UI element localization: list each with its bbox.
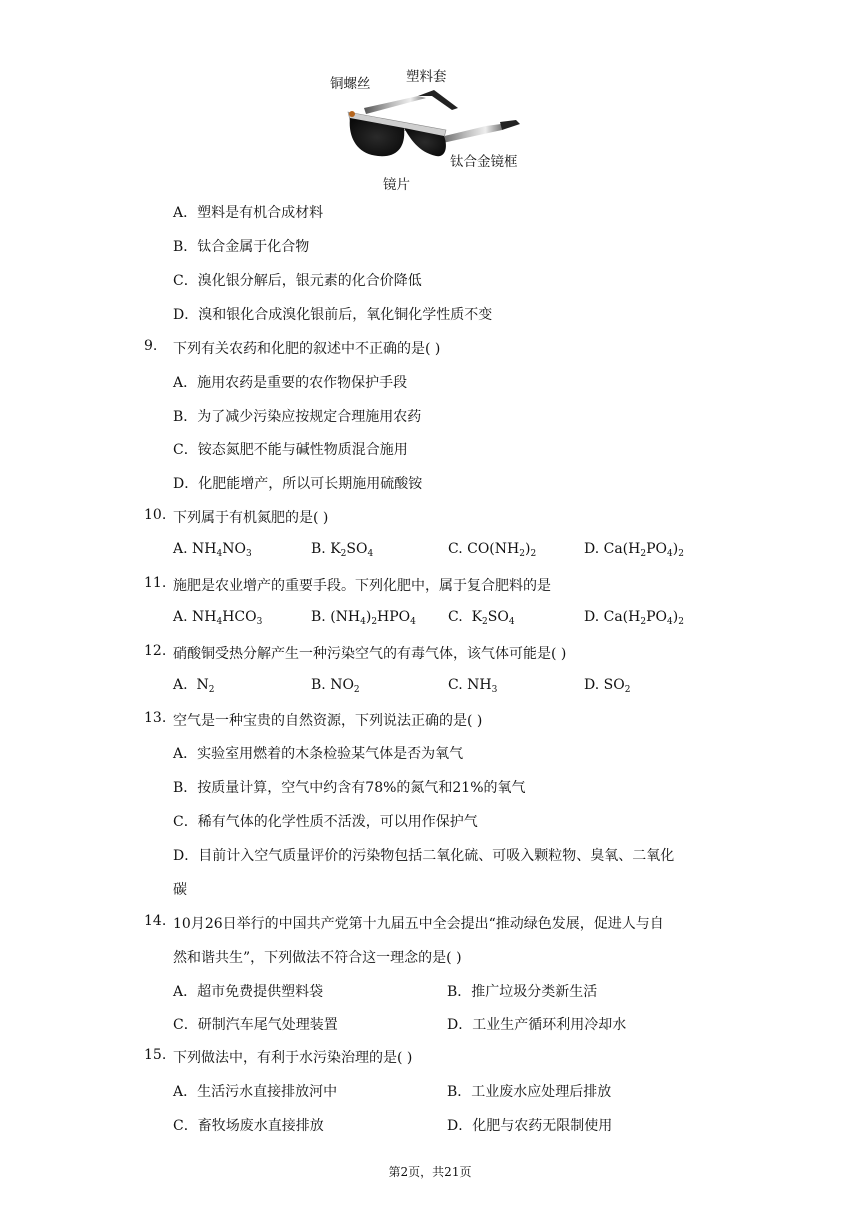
q11-option-b: B. $(NH_4)_2HPO_4$ (311, 609, 416, 627)
q13-stem: 空气是一种宝贵的自然资源，下列说法正确的是( ) (173, 713, 483, 729)
q11-number: 11. (144, 575, 167, 591)
q14-option-a: A．超市免费提供塑料袋 (173, 984, 324, 1000)
q13-number: 13. (144, 710, 167, 726)
q15-option-c: C．畜牧场废水直接排放 (173, 1118, 324, 1134)
q12-stem: 硝酸铜受热分解产生一种污染空气的有毒气体，该气体可能是( ) (173, 646, 567, 662)
q10-stem: 下列属于有机氮肥的是( ) (173, 510, 329, 526)
plastic-sleeve-label: 塑料套 (406, 69, 447, 85)
q12-option-c: C. $NH_3$ (448, 677, 498, 695)
q14-stem-line2: 然和谐共生”，下列做法不符合这一理念的是( ) (173, 950, 462, 966)
q12-option-d: D. $SO_2$ (584, 677, 631, 695)
q9-option-a: A．施用农药是重要的农作物保护手段 (173, 375, 408, 391)
q13-option-d: D．目前计入空气质量评价的污染物包括二氧化硫、可吸入颗粒物、臭氧、二氧化 (173, 848, 675, 864)
q11-option-a: A. $NH_4HCO_3$ (173, 609, 263, 627)
q14-number: 14. (144, 913, 167, 929)
q10-option-b: B. $K_2SO_4$ (311, 541, 374, 559)
lens-label: 镜片 (383, 177, 410, 193)
q15-option-d: D．化肥与农药无限制使用 (447, 1118, 613, 1134)
q8-option-b: B．钛合金属于化合物 (173, 239, 310, 255)
q8-option-a: A．塑料是有机合成材料 (173, 205, 324, 221)
q9-number: 9. (144, 338, 158, 354)
q13-option-b: B．按质量计算，空气中约含有78%的氮气和21%的氧气 (173, 780, 526, 796)
q15-number: 15. (144, 1047, 167, 1063)
sunglasses-figure (326, 60, 536, 195)
q11-option-d: D. $Ca(H_2PO_4)_2$ (584, 609, 684, 627)
q10-option-a: A. $NH_4NO_3$ (173, 541, 252, 559)
q12-number: 12. (144, 643, 167, 659)
q10-option-d: D. $Ca(H_2PO_4)_2$ (584, 541, 684, 559)
q9-option-b: B．为了减少污染应按规定合理施用农药 (173, 409, 422, 425)
q13-option-a: A．实验室用燃着的木条检验某气体是否为氧气 (173, 746, 464, 762)
q8-option-c: C．溴化银分解后，银元素的化合价降低 (173, 273, 422, 289)
q13-option-c: C．稀有气体的化学性质不活泼，可以用作保护气 (173, 814, 478, 830)
q11-option-c: C. $K_2SO_4$ (448, 609, 515, 627)
q9-option-c: C．铵态氮肥不能与碱性物质混合施用 (173, 442, 408, 458)
copper-screw-label: 铜螺丝 (330, 76, 371, 92)
titanium-frame-label: 钛合金镜框 (450, 154, 518, 170)
q15-option-a: A．生活污水直接排放河中 (173, 1084, 338, 1100)
q9-option-d: D．化肥能增产，所以可长期施用硫酸铵 (173, 476, 423, 492)
q14-stem-line1: 10月26日举行的中国共产党第十九届五中全会提出“推动绿色发展，促进人与自 (173, 916, 664, 932)
q10-number: 10. (144, 507, 167, 523)
q14-option-b: B．推广垃圾分类新生活 (447, 984, 598, 1000)
page-footer: 第2页，共21页 (388, 1165, 472, 1179)
q15-option-b: B．工业废水应处理后排放 (447, 1084, 612, 1100)
q12-option-a: A. $N_2$ (173, 677, 215, 695)
q15-stem: 下列做法中，有利于水污染治理的是( ) (173, 1050, 413, 1066)
q10-option-c: C. $CO(NH_2)_2$ (448, 541, 537, 559)
q11-stem: 施肥是农业增产的重要手段。下列化肥中，属于复合肥料的是 (173, 578, 551, 594)
q8-option-d: D．溴和银化合成溴化银前后，氧化铜化学性质不变 (173, 307, 493, 323)
q9-stem: 下列有关农药和化肥的叙述中不正确的是( ) (173, 341, 441, 357)
q13-option-d-continued: 碳 (173, 882, 187, 898)
q12-option-b: B. $NO_2$ (311, 677, 360, 695)
q14-option-c: C．研制汽车尾气处理装置 (173, 1017, 338, 1033)
q14-option-d: D．工业生产循环利用冷却水 (447, 1017, 627, 1033)
